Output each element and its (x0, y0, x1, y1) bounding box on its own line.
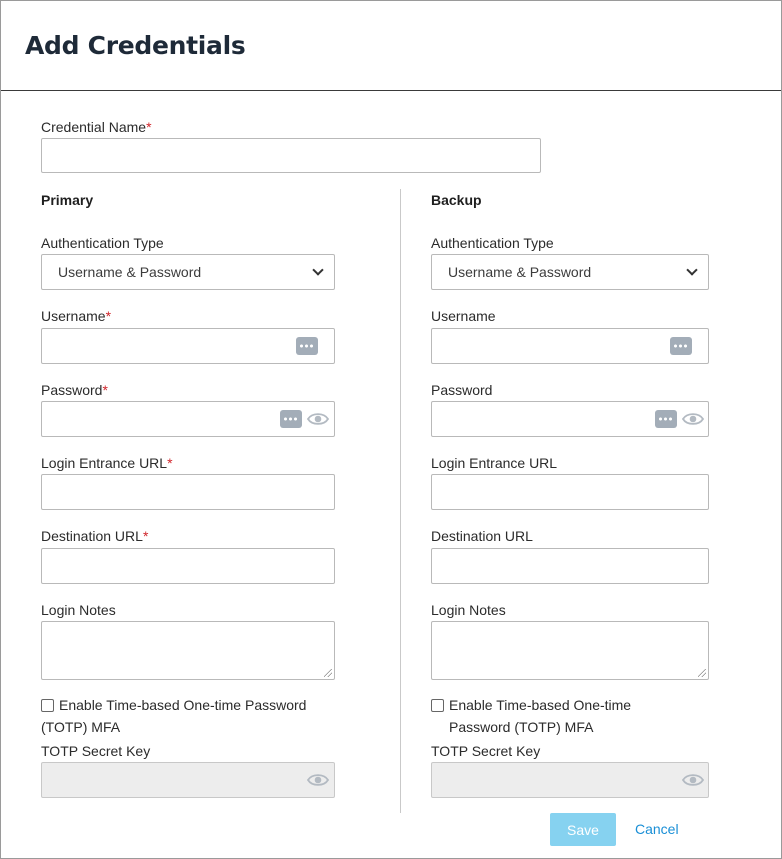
backup-login-url-label: Login Entrance URL (431, 455, 558, 471)
resize-grip-icon[interactable] (324, 669, 332, 677)
required-marker: * (167, 455, 173, 471)
backup-username-input[interactable] (431, 328, 709, 364)
chevron-down-icon (686, 264, 697, 275)
backup-heading: Backup (431, 192, 482, 208)
backup-auth-type-value: Username & Password (448, 264, 592, 280)
backup-password-input[interactable] (431, 401, 709, 437)
column-divider (400, 189, 401, 813)
backup-auth-type-label: Authentication Type (431, 235, 554, 251)
primary-totp-secret-label: TOTP Secret Key (41, 743, 151, 759)
primary-destination-url-input[interactable] (41, 548, 335, 584)
primary-password-label (41, 382, 108, 398)
password-dots-icon[interactable] (296, 337, 318, 355)
dialog-header (1, 1, 781, 91)
backup-totp-label-line2: Password (TOTP) MFA (449, 719, 594, 735)
required-marker: * (146, 119, 152, 135)
required-marker: * (142, 528, 149, 544)
primary-username-label (41, 308, 111, 324)
backup-totp-checkbox-label (449, 694, 631, 738)
primary-username-label-text: Username (41, 308, 106, 324)
backup-destination-url-input[interactable] (431, 548, 709, 584)
primary-login-notes-label: Login Notes (41, 602, 116, 618)
primary-username-input[interactable] (41, 328, 335, 364)
backup-totp-checkbox[interactable] (431, 699, 444, 712)
backup-totp-secret-input[interactable] (431, 762, 709, 798)
password-dots-icon[interactable] (280, 410, 302, 428)
backup-destination-url-label: Destination URL (431, 528, 533, 544)
primary-auth-type-value: Username & Password (58, 264, 202, 280)
primary-totp-label-line2: (TOTP) MFA (41, 719, 121, 735)
dialog-title: Add Credentials (25, 31, 246, 60)
save-button[interactable]: Save (550, 813, 616, 846)
primary-password-label-text: Password (41, 382, 103, 398)
backup-totp-secret-label: TOTP Secret Key (431, 743, 541, 759)
credential-name-input[interactable] (41, 138, 541, 173)
eye-icon[interactable] (307, 411, 329, 427)
resize-grip-icon[interactable] (698, 669, 706, 677)
primary-totp-checkbox-label (41, 694, 307, 738)
primary-login-url-label (41, 455, 173, 471)
primary-login-url-label-text: Login Entrance URL (41, 455, 168, 471)
primary-totp-label-line1: Enable Time-based One-time Password (59, 697, 307, 713)
primary-auth-type-label: Authentication Type (41, 235, 164, 251)
required-marker: * (102, 382, 108, 398)
primary-totp-secret-input[interactable] (41, 762, 335, 798)
password-dots-icon[interactable] (670, 337, 692, 355)
eye-icon[interactable] (682, 772, 704, 788)
password-dots-icon[interactable] (655, 410, 677, 428)
primary-destination-url-label-text: Destination URL (41, 528, 143, 544)
primary-login-url-input[interactable] (41, 474, 335, 510)
primary-auth-type-select[interactable] (41, 254, 335, 290)
credential-name-label-text: Credential Name (41, 119, 147, 135)
primary-destination-url-label (41, 528, 148, 544)
required-marker: * (105, 308, 112, 324)
backup-login-notes-textarea[interactable] (431, 621, 709, 680)
backup-password-label: Password (431, 382, 493, 398)
primary-login-notes-textarea[interactable] (41, 621, 335, 680)
credential-name-label (41, 119, 152, 135)
eye-icon[interactable] (307, 772, 329, 788)
backup-login-url-input[interactable] (431, 474, 709, 510)
primary-password-input[interactable] (41, 401, 335, 437)
backup-username-label: Username (431, 308, 496, 324)
cancel-link[interactable]: Cancel (635, 821, 679, 837)
backup-auth-type-select[interactable] (431, 254, 709, 290)
chevron-down-icon (312, 264, 323, 275)
backup-totp-label-line1: Enable Time-based One-time (449, 697, 632, 713)
backup-login-notes-label: Login Notes (431, 602, 506, 618)
eye-icon[interactable] (682, 411, 704, 427)
primary-totp-checkbox[interactable] (41, 699, 54, 712)
primary-heading: Primary (41, 192, 94, 208)
